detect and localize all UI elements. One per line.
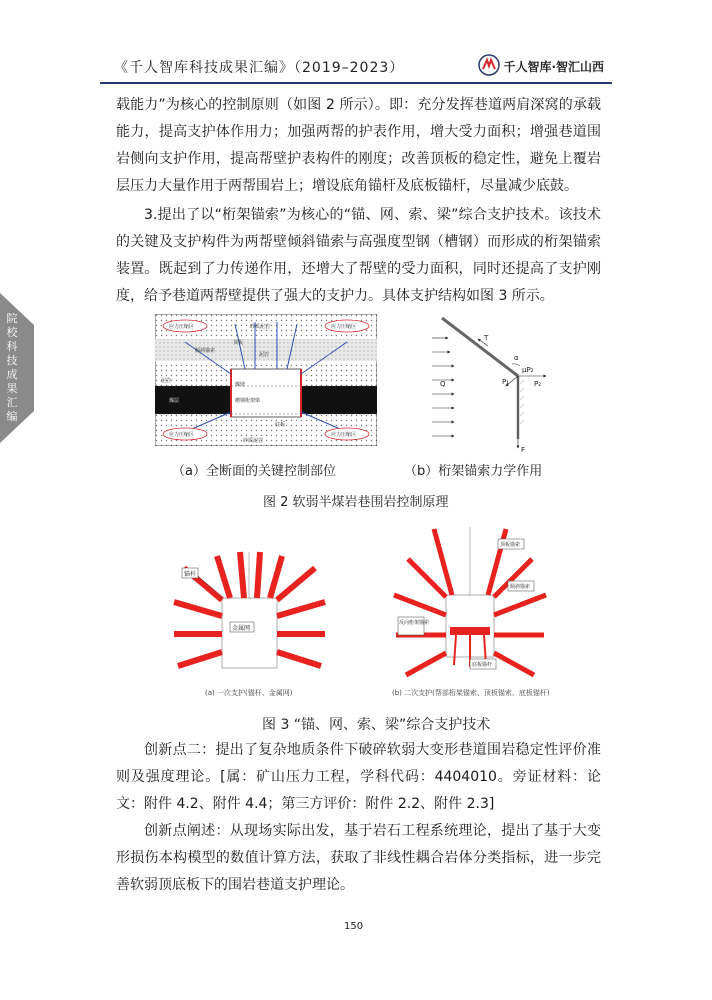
figure3a-primary-support	[172, 548, 327, 678]
label-roof: 泥岩	[259, 352, 270, 358]
label-P1: P₁	[502, 378, 510, 386]
label-bottom: 砂质泥岩	[243, 438, 264, 444]
figure2a-caption: （a）全断面的关键控制部位	[172, 464, 336, 479]
page-number: 150	[344, 921, 364, 932]
figure2a-section-diagram	[155, 314, 377, 446]
label-roof-cable: 顶板锚索	[500, 542, 521, 548]
figure2-caption: 图 2 软弱半煤岩巷围岩控制原理	[263, 495, 449, 510]
label-side-rock: 泥岩	[161, 378, 172, 384]
header-rule	[100, 82, 612, 84]
paragraph-innovation-two: 创新点二：提出了复杂地质条件下破碎软弱大变形巷道围岩稳定性评价准则及强度理论。[属：矿山压力工程，学科代码：4404010。旁证材料：论文：附件 4.2、附件 4.4；第三方评价：附件 2.2、附件 2.3]	[116, 742, 601, 812]
paragraph-innovation-explanation: 创新点阐述：从现场实际出发，基于岩石工程系统理论，提出了基于大变形损伤本构模型的数值计算方法，获取了非线性耦合岩体分类指标，进一步完善软弱顶底板下的围岩巷道支护理论。	[116, 823, 601, 893]
label-alpha: α	[514, 354, 519, 362]
label-mesh: 金属网	[232, 625, 251, 632]
label-mid-left: 煤壁	[235, 382, 246, 388]
label-inclined-cable: 倾斜锚索	[510, 584, 531, 590]
paragraph-control-principle: 载能力”为核心的控制原则（如图 2 所示）。即：充分发挥巷道两肩深窝的承载能力，提高支护体作用力；加强两帮的护表作用，增大受力面积；增强巷道围岩侧向支护作用，提高帮壁护表构件的刚度；改善顶板的稳定性，避免上覆岩层压力大量作用于两帮围岩上；增设底角锚杆及底板锚杆，尽量减少底鼓。	[116, 97, 601, 194]
figure3b-secondary-support	[390, 525, 550, 685]
label-stress-br: 应力压缩区	[331, 432, 357, 438]
label-F: F	[521, 446, 526, 454]
figure2b-caption: （b）桁架锚索力学作用	[404, 464, 543, 479]
label-mid-upper: 顶板	[233, 340, 244, 346]
label-truss: 反向桁架锚索	[399, 620, 430, 626]
label-left-anchor: 倾斜锚索	[195, 348, 216, 354]
label-floor-bolt: 底板锚杆	[472, 662, 493, 668]
label-bolt: 锚杆	[184, 571, 197, 578]
header-brand: 千人智库·智汇山西	[503, 60, 604, 74]
label-stress-tr: 应力压缩区	[331, 324, 357, 330]
figure3-caption: 图 3 “锚、网、索、梁”综合支护技术	[262, 717, 491, 733]
label-P2: P₂	[534, 380, 542, 388]
page-header	[100, 50, 610, 80]
logo-icon	[478, 54, 500, 76]
side-tab-label: 院校科技成果汇编	[6, 312, 18, 423]
figure3b-caption: (b) 二次支护(帮部桁架锚索、顶板锚索、底板锚杆)	[392, 689, 550, 697]
figure3a-caption: (a) 一次支护(锚杆、金属网)	[205, 689, 293, 697]
label-T: T	[484, 334, 489, 342]
label-top-soft: 砂质泥岩	[250, 324, 271, 330]
header-title: 《千人智库科技成果汇编》（2019–2023）	[114, 60, 405, 76]
label-uP2: μP₂	[522, 366, 534, 374]
paragraph-truss-cable: 3.提出了以“桁架锚索”为核心的“锚、网、索、梁”综合支护技术。该技术的关键及支护构件为两帮壁倾斜锚索与高强度型钢（槽钢）而形成的桁架锚索装置。既起到了力传递作用，还增大了帮壁的受力面积，同时还提高了支护刚度，给予巷道两帮壁提供了强大的支护力。具体支护结构如图 3 所示。	[116, 207, 601, 304]
label-coal: 煤层	[169, 398, 180, 404]
figure2b-force-diagram	[428, 314, 553, 454]
label-steel: 槽钢桁架梁	[235, 398, 261, 404]
label-Q: Q	[440, 380, 446, 388]
label-stress-tl: 应力压缩区	[169, 324, 195, 330]
label-mid-right: 底板	[275, 422, 286, 428]
label-stress-bl: 应力压缩区	[169, 432, 195, 438]
